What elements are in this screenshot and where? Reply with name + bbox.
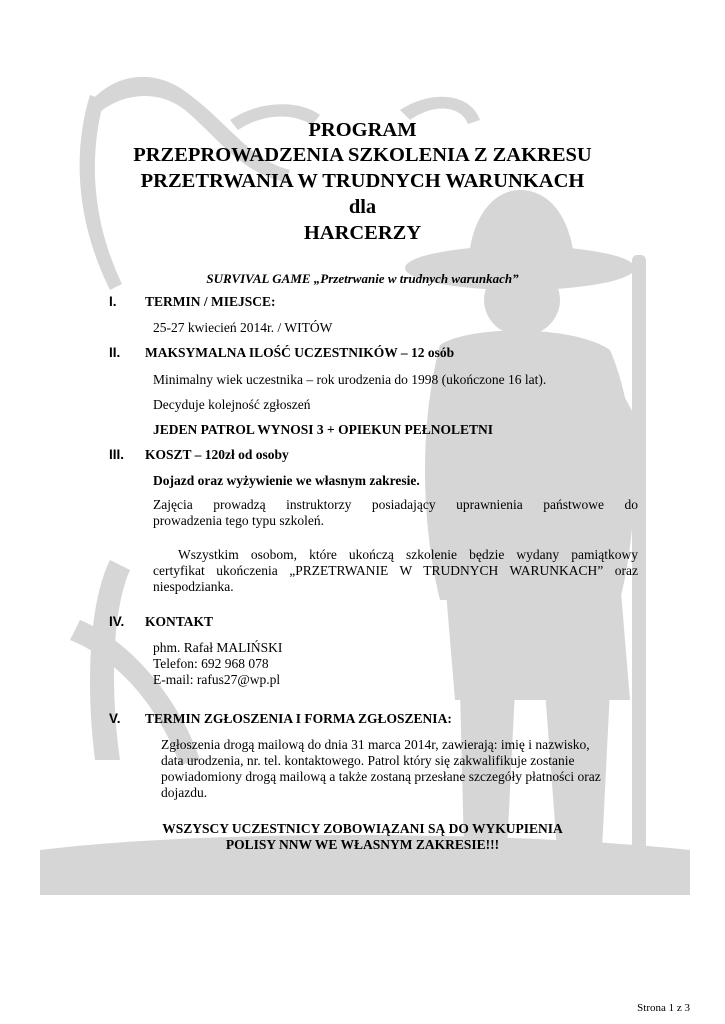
section-text: Decyduje kolejność zgłoszeń	[153, 397, 311, 412]
section-text: Dojazd oraz wyżywienie we własnym zakresie.	[153, 473, 420, 488]
section-text: 25-27 kwiecień 2014r. / WITÓW	[153, 320, 333, 335]
section-text: JEDEN PATROL WYNOSI 3 + OPIEKUN PEŁNOLETNI	[153, 422, 493, 437]
section-text: Zgłoszenia drogą mailową do dnia 31 marca 2014r, zawierają: imię i nazwisko,	[161, 737, 590, 752]
section-text: niespodzianka.	[153, 579, 234, 594]
section-text: prowadzenia tego typu szkoleń.	[153, 513, 324, 528]
section-title: KONTAKT	[145, 614, 214, 629]
title-line-2: PRZEPROWADZENIA SZKOLENIA Z ZAKRESU	[133, 144, 592, 166]
section-number: II.	[109, 345, 121, 360]
warning-line-1: WSZYSCY UCZESTNICY ZOBOWIĄZANI SĄ DO WYKUPIENIA	[162, 821, 563, 836]
title-line-5: HARCERZY	[303, 222, 422, 244]
section-title: KOSZT – 120zł od osoby	[145, 447, 289, 462]
section-text: dojazdu.	[161, 785, 208, 800]
section-text: data urodzenia, nr. tel. kontaktowego. Patrol który się zakwalifikuje zostanie	[161, 753, 575, 768]
section-title: MAKSYMALNA ILOŚĆ UCZESTNIKÓW – 12 osób	[145, 345, 455, 360]
contact-email: E-mail: rafus27@wp.pl	[153, 672, 281, 687]
title-line-1: PROGRAM	[308, 119, 417, 141]
contact-phone: Telefon: 692 968 078	[153, 656, 269, 671]
section-title: TERMIN ZGŁOSZENIA I FORMA ZGŁOSZENIA:	[145, 711, 452, 726]
subtitle: SURVIVAL GAME „Przetrwanie w trudnych warunkach”	[206, 271, 519, 286]
page-number: Strona 1 z 3	[637, 1002, 690, 1014]
section-text: Wszystkim osobom, które ukończą szkolenie będzie wydany pamiątkowy	[178, 547, 638, 562]
section-text: certyfikat ukończenia „PRZETRWANIE W TRUDNYCH WARUNKACH” oraz	[153, 563, 638, 578]
title-line-4: dla	[348, 196, 377, 218]
section-title: TERMIN / MIEJSCE:	[145, 294, 276, 309]
warning-line-2: POLISY NNW WE WŁASNYM ZAKRESIE!!!	[225, 837, 500, 852]
section-text: Minimalny wiek uczestnika – rok urodzenia do 1998 (ukończone 16 lat).	[153, 372, 547, 387]
section-number: IV.	[109, 614, 125, 629]
section-number: III.	[109, 447, 125, 462]
section-text: powiadomiony drogą mailową a także zostaną przesłane szczegóły płatności oraz	[161, 769, 601, 784]
section-number: V.	[109, 711, 121, 726]
section-number: I.	[109, 294, 117, 309]
title-line-3: PRZETRWANIA W TRUDNYCH WARUNKACH	[140, 170, 585, 192]
section-text: Zajęcia prowadzą instruktorzy posiadający uprawnienia państwowe do	[153, 497, 638, 512]
contact-name: phm. Rafał MALIŃSKI	[153, 640, 283, 655]
